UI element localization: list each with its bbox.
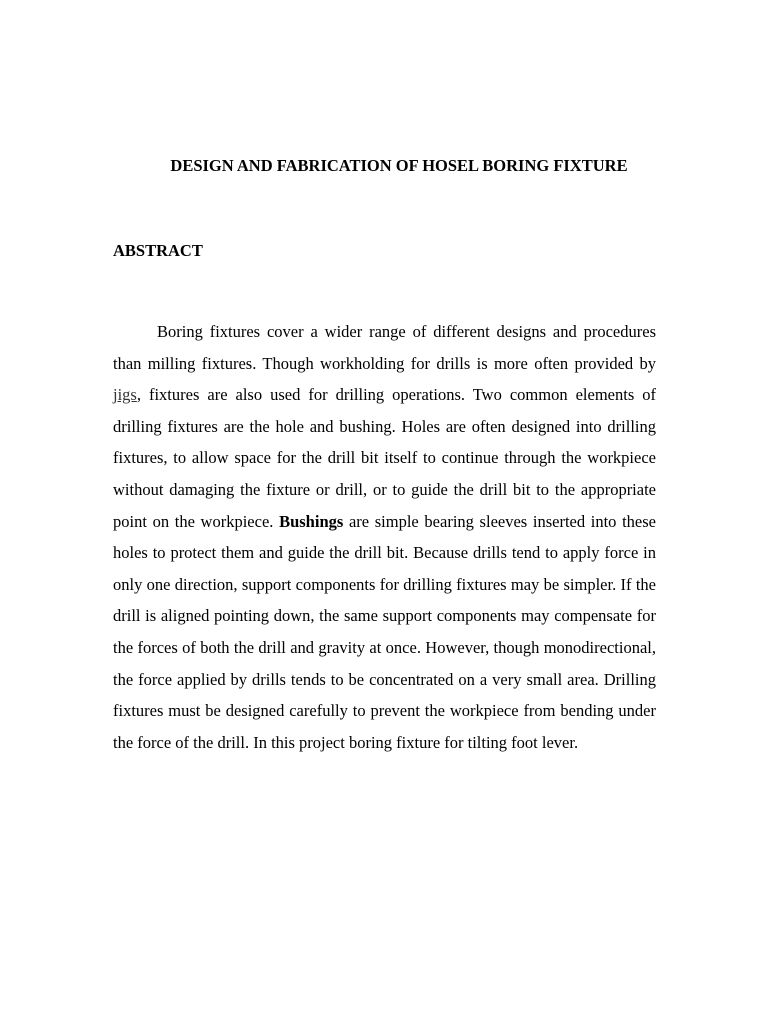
abstract-paragraph <box>113 316 656 758</box>
jigs-link[interactable]: jigs <box>113 385 137 405</box>
section-heading-abstract: ABSTRACT <box>113 241 203 260</box>
document-title: DESIGN AND FABRICATION OF HOSEL BORING FIXTURE <box>170 156 628 175</box>
paragraph-text-1: Boring fixtures cover a wider range of different designs and procedures than milling fixtures. Though workholding for drills is more often provided by <box>113 322 656 373</box>
paragraph-text-3: are simple bearing sleeves inserted into these holes to protect them and guide the drill bit. Because drills tend to apply force in only one direction, support components for drilling fixtures may be simpler. If the drill is aligned pointing down, the same support components may compensate for the forces of both the drill and gravity at once. However, though monodirectional, the force applied by drills tends to be concentrated on a very small area. Drilling fixtures must be designed carefully to prevent the workpiece from bending under the force of the drill. In this project boring fixture for tilting foot lever. <box>113 511 656 752</box>
bushings-term: Bushings <box>279 511 344 531</box>
paragraph-text-2: , fixtures are also used for drilling operations. Two common elements of drilling fixtures are the hole and bushing. Holes are often designed into drilling fixtures, to allow space for the drill bit itself to continue through the workpiece without damaging the fixture or drill, or to guide the drill bit to the appropriate point on the workpiece. <box>113 385 656 531</box>
